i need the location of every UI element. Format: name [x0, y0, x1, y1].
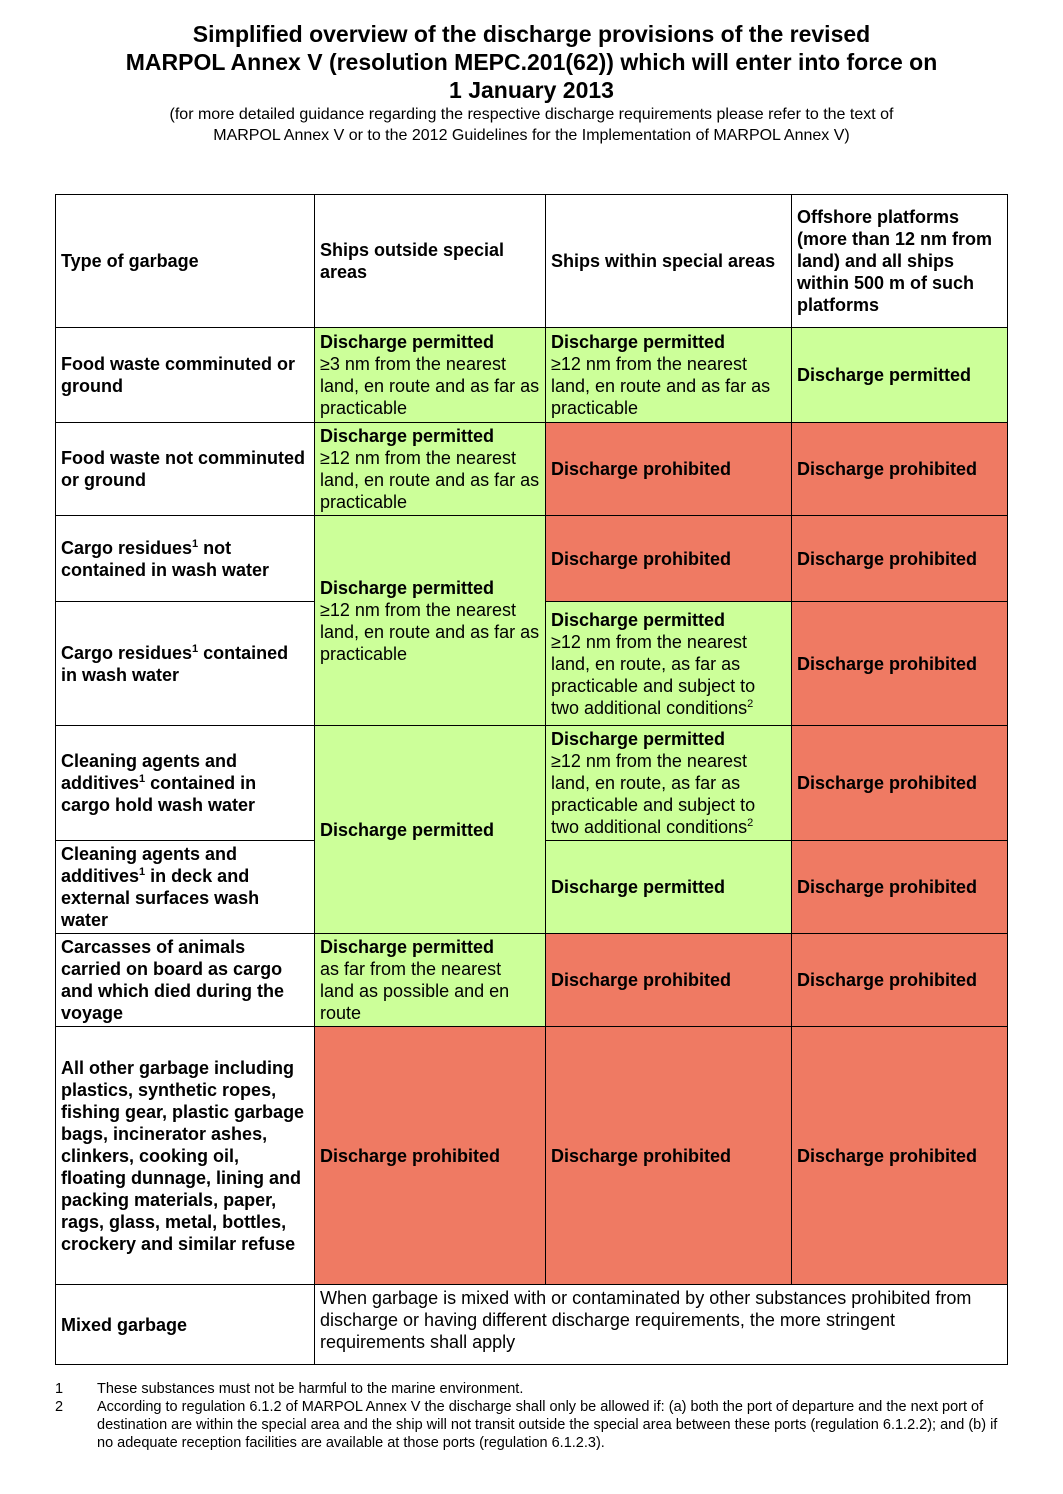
- cell-carcasses-within: Discharge prohibited: [546, 934, 792, 1027]
- cell-cargo-residues-outside: [315, 516, 546, 726]
- header-outside-special-areas: Ships outside special areas: [315, 195, 546, 328]
- footnote-ref: 2: [747, 697, 754, 710]
- document-subtitle: [0, 104, 1063, 146]
- cell-status: Discharge permitted: [551, 609, 726, 630]
- label-text: Cleaning agents and additives: [61, 844, 238, 886]
- table-row: [56, 516, 1008, 602]
- table-header-row: [56, 195, 1008, 328]
- cell-mixed-garbage-rule: When garbage is mixed with or contaminated by other substances prohibited from discharge or having different discharge requirements, the more stringent requirements shall apply: [315, 1285, 1008, 1365]
- footnotes: [55, 1380, 1000, 1452]
- subtitle-line-1: (for more detailed guidance regarding the respective discharge requirements please refer to the text of: [169, 106, 894, 123]
- cell-status: Discharge permitted: [320, 332, 495, 352]
- row-label-cleaning-deck: [56, 841, 315, 934]
- header-type-of-garbage: Type of garbage: [56, 195, 315, 328]
- footnote-ref: 2: [747, 817, 754, 829]
- row-label-all-other-garbage: All other garbage including plastics, synthetic ropes, fishing gear, plastic garbage bags, incinerator ashes, clinkers, cooking oil, floating dunnage, lining and packing materials, paper, rags, glass, metal, bottles, crockery and similar refuse: [56, 1027, 315, 1285]
- cell-all-other-offshore: Discharge prohibited: [792, 1027, 1008, 1285]
- cell-food-not-comminuted-outside: [315, 423, 546, 516]
- footnote-2: [55, 1398, 1000, 1452]
- cell-status: Discharge permitted: [551, 332, 726, 352]
- row-label-cargo-residues-wash: [56, 602, 315, 726]
- header-offshore-platforms: Offshore platforms (more than 12 nm from land) and all ships within 500 m of such platforms: [792, 195, 1008, 328]
- label-text: Cargo residues: [61, 642, 193, 663]
- discharge-table: [55, 194, 1008, 1365]
- cell-cleaning-cargo-offshore: Discharge prohibited: [792, 726, 1008, 841]
- cell-detail: ≥12 nm from the nearest land, en route and as far as practicable: [320, 448, 540, 512]
- row-label-cleaning-cargo-hold: [56, 726, 315, 841]
- cell-cleaning-deck-offshore: Discharge prohibited: [792, 841, 1008, 934]
- cell-carcasses-offshore: Discharge prohibited: [792, 934, 1008, 1027]
- cell-food-comminuted-outside: [315, 328, 546, 423]
- table-row: [56, 328, 1008, 423]
- cell-detail: as far from the nearest land as possible and en route: [320, 959, 510, 1023]
- row-label-carcasses: Carcasses of animals carried on board as cargo and which died during the voyage: [56, 934, 315, 1027]
- cell-carcasses-outside: [315, 934, 546, 1027]
- header-within-special-areas: Ships within special areas: [546, 195, 792, 328]
- cell-status: Discharge permitted: [320, 937, 495, 957]
- cell-all-other-outside: Discharge prohibited: [315, 1027, 546, 1285]
- cell-cargo-wash-offshore: Discharge prohibited: [792, 602, 1008, 726]
- footnote-ref: 1: [139, 773, 146, 785]
- cell-cargo-not-wash-within: Discharge prohibited: [546, 516, 792, 602]
- label-text: contained in wash water: [61, 642, 289, 685]
- label-text: not contained in wash water: [61, 537, 270, 580]
- cell-all-other-within: Discharge prohibited: [546, 1027, 792, 1285]
- footnote-ref: 1: [192, 642, 199, 655]
- cell-food-comminuted-within: [546, 328, 792, 423]
- cell-detail: ≥12 nm from the nearest land, en route and as far as practicable: [551, 354, 771, 418]
- cell-detail: ≥12 nm from the nearest land, en route and as far as practicable: [320, 599, 540, 664]
- cell-detail: ≥12 nm from the nearest land, en route, as far as practicable and subject to two additional conditions: [551, 751, 756, 837]
- cell-status: Discharge permitted: [551, 729, 726, 749]
- table-row: [56, 423, 1008, 516]
- cell-detail: ≥12 nm from the nearest land, en route, as far as practicable and subject to two additional conditions: [551, 631, 756, 718]
- row-label-food-not-comminuted: Food waste not comminuted or ground: [56, 423, 315, 516]
- table-row: [56, 726, 1008, 841]
- subtitle-line-2: MARPOL Annex V or to the 2012 Guidelines for the Implementation of MARPOL Annex V): [213, 127, 850, 144]
- footnote-text: According to regulation 6.1.2 of MARPOL Annex V the discharge shall only be allowed if: (a) both the port of departure and the next port of destination are within the special area and the ship will not transit outside the special area between these ports (regulation 6.1.2.2); and (b) if no adequate reception facilities are available at those ports (regulation 6.1.2.3).: [97, 1399, 998, 1451]
- cell-cargo-not-wash-offshore: Discharge prohibited: [792, 516, 1008, 602]
- footnote-ref: 1: [139, 866, 146, 878]
- footnote-ref: 1: [192, 537, 199, 550]
- footnote-1: [55, 1380, 1000, 1398]
- footnote-text: These substances must not be harmful to the marine environment.: [97, 1381, 524, 1397]
- table-row: [56, 934, 1008, 1027]
- cell-status: Discharge permitted: [320, 426, 495, 446]
- title-line-3: 1 January 2013: [449, 77, 614, 103]
- label-text: in deck and external surfaces wash water: [61, 866, 260, 930]
- cell-cleaning-deck-within: Discharge permitted: [546, 841, 792, 934]
- cell-food-not-comminuted-within: Discharge prohibited: [546, 423, 792, 516]
- title-line-2: MARPOL Annex V (resolution MEPC.201(62)) which will enter into force on: [125, 49, 938, 75]
- row-label-cargo-residues-not-wash: [56, 516, 315, 602]
- label-text: Cleaning agents and additives: [61, 751, 238, 793]
- row-label-food-comminuted: Food waste comminuted or ground: [56, 328, 315, 423]
- cell-food-not-comminuted-offshore: Discharge prohibited: [792, 423, 1008, 516]
- cell-status: Discharge permitted: [320, 577, 495, 598]
- cell-food-comminuted-offshore: Discharge permitted: [792, 328, 1008, 423]
- table-row: [56, 1027, 1008, 1285]
- row-label-mixed-garbage: Mixed garbage: [56, 1285, 315, 1365]
- cell-cleaning-cargo-within: [546, 726, 792, 841]
- document-header: [0, 20, 1063, 146]
- cell-cleaning-outside: Discharge permitted: [315, 726, 546, 934]
- document-title: [0, 20, 1063, 104]
- label-text: contained in cargo hold wash water: [61, 773, 257, 815]
- table-row: [56, 1285, 1008, 1365]
- cell-cargo-wash-within: [546, 602, 792, 726]
- footnote-number: 2: [55, 1399, 64, 1415]
- label-text: Cargo residues: [61, 537, 193, 558]
- cell-detail: ≥3 nm from the nearest land, en route and as far as practicable: [320, 354, 540, 418]
- footnote-number: 1: [55, 1381, 64, 1397]
- title-line-1: Simplified overview of the discharge provisions of the revised: [192, 21, 871, 47]
